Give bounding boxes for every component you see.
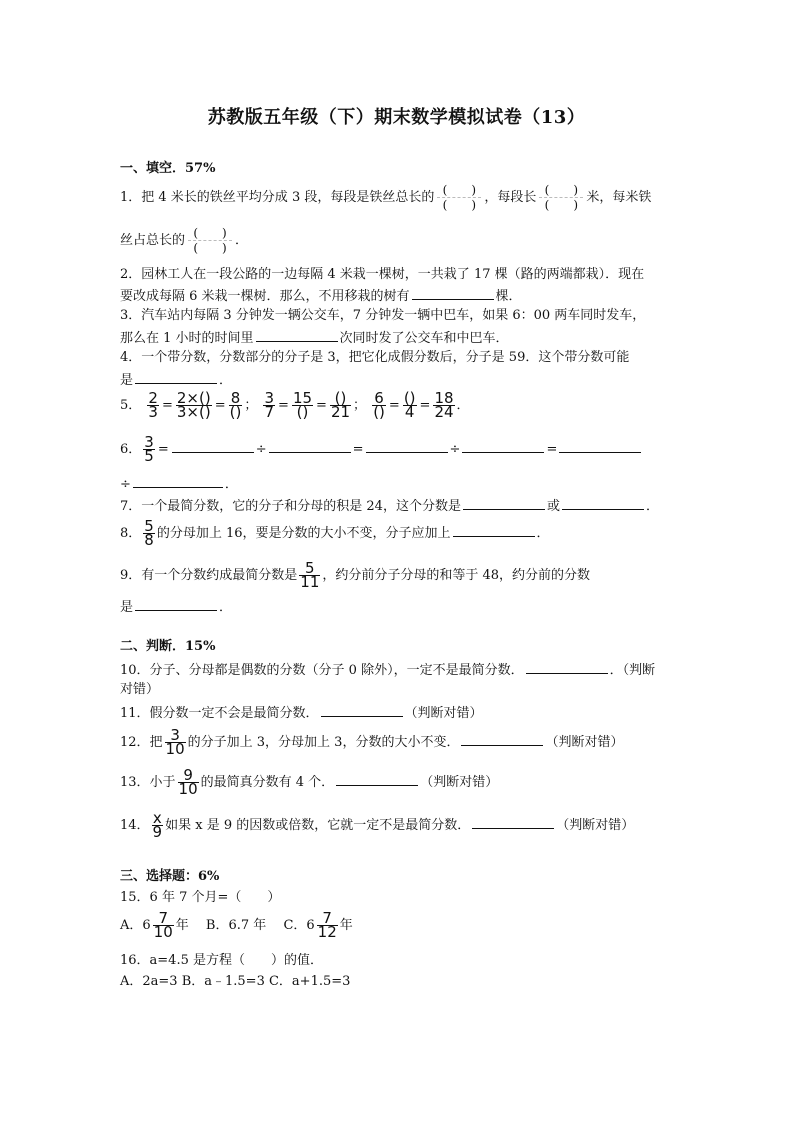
fraction: $\frac{3}{5}$ xyxy=(144,433,154,465)
fraction[interactable]: $\frac{()}{21}$ xyxy=(330,389,351,421)
answer-blank[interactable] xyxy=(453,523,535,537)
question-10-line-1: 10．分子、分母都是偶数的分数（分子 0 除外），一定不是最简分数． ．（判断 xyxy=(120,660,655,680)
question-5: 5． $\frac{2}{3}$ = $\frac{2\times()}{3\times()}$ = $\frac{8}{()}$ ； $\frac{3}{7}$ = $\frac{15}{()}$ = $\frac{()}{21}$ ； $\frac{6}{()}$ = $\frac{()}{4}$ = $\frac{18}{24}$ ． xyxy=(120,389,470,421)
fraction: $\frac{9}{10}$ xyxy=(178,766,198,798)
answer-blank[interactable] xyxy=(135,597,217,611)
section-heading-fill: 一、填空．57% xyxy=(120,161,216,176)
option-c[interactable]: C．6 $\frac{7}{12}$ 年 xyxy=(283,909,353,941)
question-16-options[interactable]: A．2a=3 B．a﹣1.5=3 C．a+1.5=3 xyxy=(120,974,351,989)
answer-blank[interactable] xyxy=(321,703,403,717)
answer-fraction-box[interactable]: ( ) ( ) xyxy=(539,183,583,212)
question-12: 12．把 $\frac{3}{10}$ 的分子加上 3，分母加上 3，分数的大小不变． （判断对错） xyxy=(120,726,624,758)
option-a[interactable]: A．6 $\frac{7}{10}$ 年 xyxy=(120,909,189,941)
question-3-line-2: 那么在 1 小时的时间里 次同时发了公交车和中巴车． xyxy=(120,328,509,348)
answer-blank[interactable] xyxy=(269,439,351,453)
fraction: $\frac{5}{8}$ xyxy=(144,517,154,549)
question-8: 8． $\frac{5}{8}$ 的分母加上 16，要是分数的大小不变，分子应加上 ． xyxy=(120,517,550,549)
fraction[interactable]: $\frac{()}{4}$ xyxy=(403,389,416,421)
fraction[interactable]: $\frac{15}{()}$ xyxy=(292,389,313,421)
fraction: $\frac{x}{9}$ xyxy=(152,809,163,841)
answer-blank[interactable] xyxy=(462,439,544,453)
question-4-line-1: 4．一个带分数，分数部分的分子是 3，把它化成假分数后，分子是 59．这个带分数可能 xyxy=(120,350,630,365)
answer-blank[interactable] xyxy=(463,496,545,510)
page-title: 苏教版五年级（下）期末数学模拟试卷（13） xyxy=(207,107,586,128)
question-1-line-2: 丝占总长的 ( ) ( ) ． xyxy=(120,226,249,255)
answer-blank[interactable] xyxy=(135,370,217,384)
answer-fraction-box[interactable]: ( ) ( ) xyxy=(188,226,232,255)
answer-fraction-box[interactable]: ( ) ( ) xyxy=(437,183,481,212)
question-10-line-2: 对错） xyxy=(120,682,160,697)
fraction[interactable]: $\frac{8}{()}$ xyxy=(229,389,242,421)
question-4-line-2: 是 ． xyxy=(120,370,232,390)
fraction: $\frac{7}{10}$ xyxy=(153,909,173,941)
fraction: $\frac{7}{12}$ xyxy=(317,909,337,941)
question-6-line-2: ÷ ． xyxy=(120,474,238,494)
fraction[interactable]: $\frac{2\times()}{3\times()}$ xyxy=(176,389,211,421)
fraction: $\frac{5}{11}$ xyxy=(300,559,320,591)
question-9-line-1: 9．有一个分数约成最简分数是 $\frac{5}{11}$ ，约分前分子分母的和等于 48，约分前的分数 xyxy=(120,559,591,591)
question-15: 15．6 年 7 个月=（ ） xyxy=(120,890,281,905)
answer-blank[interactable] xyxy=(336,772,418,786)
question-2-line-1: 2．园林工人在一段公路的一边每隔 4 米栽一棵树，一共栽了 17 棵（路的两端都栽）．现在 xyxy=(120,267,645,282)
answer-blank[interactable] xyxy=(412,286,494,300)
answer-blank[interactable] xyxy=(526,660,608,674)
question-15-options xyxy=(120,909,353,941)
answer-blank[interactable] xyxy=(256,328,338,342)
fraction: $\frac{18}{24}$ xyxy=(434,389,454,421)
question-3-line-1: 3．汽车站内每隔 3 分钟发一辆公交车，7 分钟发一辆中巴车，如果 6：00 两车同时发车， xyxy=(120,308,646,323)
question-1-line-1: 1．把 4 米长的铁丝平均分成 3 段，每段是铁丝总长的 ( ) ( ) ，每段长 ( ) ( ) 米，每米铁 xyxy=(120,183,652,212)
question-13: 13．小于 $\frac{9}{10}$ 的最简真分数有 4 个． （判断对错） xyxy=(120,766,499,798)
answer-blank[interactable] xyxy=(562,496,644,510)
answer-blank[interactable] xyxy=(559,439,641,453)
answer-blank[interactable] xyxy=(133,474,223,488)
question-6-line-1: 6． $\frac{3}{5}$ = ÷ = ÷ = xyxy=(120,436,643,463)
question-14: 14． $\frac{x}{9}$ 如果 x 是 9 的因数或倍数，它就一定不是最简分数． （判断对错） xyxy=(120,809,635,841)
answer-blank[interactable] xyxy=(366,439,448,453)
fraction: $\frac{2}{3}$ xyxy=(148,389,158,421)
option-b[interactable]: B．6.7 年 xyxy=(205,918,267,933)
section-heading-judge: 二、判断．15% xyxy=(120,639,216,654)
question-7: 7．一个最简分数，它的分子和分母的积是 24，这个分数是 或 ． xyxy=(120,496,659,516)
fraction[interactable]: $\frac{6}{()}$ xyxy=(373,389,385,421)
answer-blank[interactable] xyxy=(461,732,543,746)
answer-blank[interactable] xyxy=(472,815,554,829)
fraction: $\frac{3}{10}$ xyxy=(165,726,185,758)
question-9-line-2: 是 ． xyxy=(120,597,232,617)
answer-blank[interactable] xyxy=(172,439,254,453)
section-heading-choice: 三、选择题：6% xyxy=(120,869,220,884)
question-2-line-2: 要改成每隔 6 米栽一棵树．那么，不用移栽的树有 棵． xyxy=(120,286,522,306)
fraction: $\frac{3}{7}$ xyxy=(264,389,275,421)
question-16: 16．a=4.5 是方程（ ）的值． xyxy=(120,953,323,968)
question-11: 11．假分数一定不会是最简分数． （判断对错） xyxy=(120,703,483,723)
